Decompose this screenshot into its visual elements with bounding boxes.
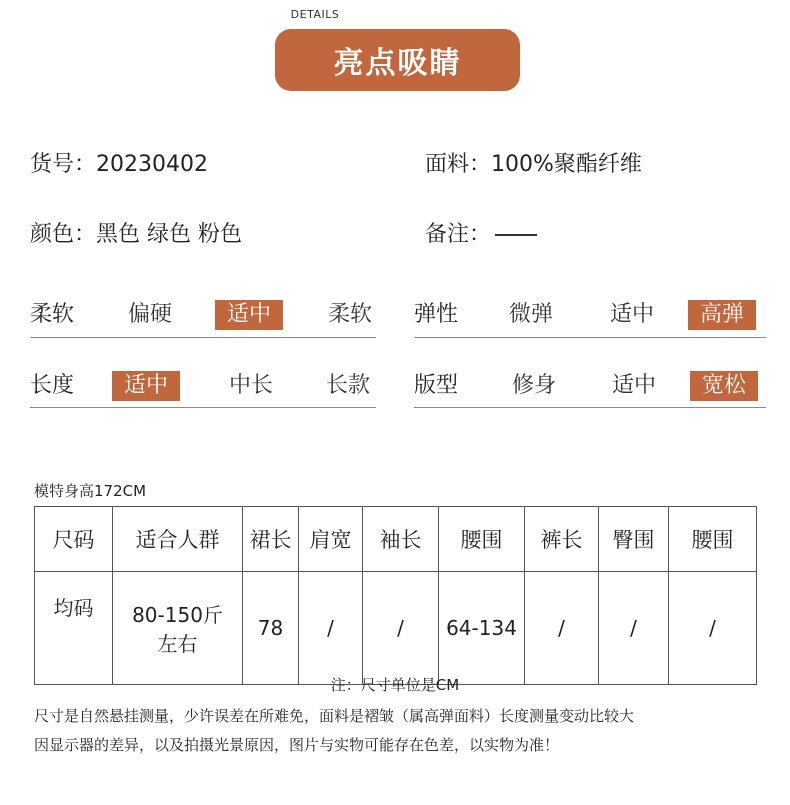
unit-note: 注：尺寸单位是CM bbox=[330, 676, 460, 694]
header-waist: 腰围 bbox=[439, 507, 525, 572]
measurement-note: 尺寸是自然悬挂测量，少许误差在所难免，面料是褶皱（属高弹面料）长度测量变动比较大 bbox=[34, 707, 635, 725]
cell-waist-2: / bbox=[669, 572, 757, 685]
header-size: 尺码 bbox=[35, 507, 113, 572]
remark bbox=[425, 217, 537, 248]
remark-label: 备注： bbox=[425, 222, 492, 247]
cell-skirt-length: 78 bbox=[243, 572, 299, 685]
cell-sleeve: / bbox=[363, 572, 439, 685]
size-table bbox=[34, 506, 757, 685]
cell-shoulder: / bbox=[299, 572, 363, 685]
remark-dash bbox=[495, 234, 537, 236]
cell-pants-length: / bbox=[525, 572, 599, 685]
table-header-row bbox=[35, 507, 757, 572]
header-pants-length: 裤长 bbox=[525, 507, 599, 572]
elasticity-divider bbox=[414, 337, 766, 338]
fit-option-regular: 适中 bbox=[612, 373, 657, 398]
cell-waist: 64-134 bbox=[439, 572, 525, 685]
section-title: 亮点吸睛 bbox=[333, 46, 462, 81]
fabric-composition: 面料：100%聚酯纤维 bbox=[425, 152, 642, 177]
fit-label: 版型 bbox=[414, 373, 459, 398]
color-difference-note: 因显示器的差异，以及拍摄光景原因，图片与实物可能存在色差，以实物为准！ bbox=[34, 736, 560, 754]
cell-fit-range-line1: 80-150斤 bbox=[132, 603, 223, 627]
fit-option-loose-selected: 宽松 bbox=[690, 371, 758, 401]
cell-size: 均码 bbox=[35, 572, 113, 685]
fit-option-slim: 修身 bbox=[512, 373, 557, 398]
softness-option-medium-selected: 适中 bbox=[215, 300, 283, 330]
header-waist-2: 腰围 bbox=[669, 507, 757, 572]
table-row bbox=[35, 572, 757, 685]
cell-fit-range-line2: 左右 bbox=[157, 632, 198, 656]
item-number: 货号：20230402 bbox=[30, 152, 208, 177]
length-option-medium-selected: 适中 bbox=[112, 371, 180, 401]
details-eyebrow: DETAILS bbox=[290, 8, 340, 21]
cell-hip: / bbox=[599, 572, 669, 685]
elasticity-label: 弹性 bbox=[414, 302, 459, 327]
softness-divider bbox=[30, 337, 376, 338]
header-fit-range: 适合人群 bbox=[113, 507, 243, 572]
softness-option-hard: 偏硬 bbox=[128, 302, 173, 327]
header-skirt-length: 裙长 bbox=[243, 507, 299, 572]
cell-fit-range bbox=[113, 572, 243, 685]
elasticity-option-high-selected: 高弹 bbox=[688, 300, 756, 330]
section-title-badge bbox=[275, 29, 520, 91]
header-hip: 臀围 bbox=[599, 507, 669, 572]
elasticity-option-medium: 适中 bbox=[610, 302, 655, 327]
header-shoulder: 肩宽 bbox=[299, 507, 363, 572]
length-divider bbox=[30, 407, 376, 408]
length-label: 长度 bbox=[30, 373, 75, 398]
length-option-long: 长款 bbox=[326, 373, 371, 398]
softness-label: 柔软 bbox=[30, 302, 75, 327]
elasticity-option-slight: 微弹 bbox=[509, 302, 554, 327]
color-options: 颜色：黑色 绿色 粉色 bbox=[30, 222, 242, 247]
softness-option-soft: 柔软 bbox=[328, 302, 373, 327]
header-sleeve: 袖长 bbox=[363, 507, 439, 572]
fit-divider bbox=[414, 407, 766, 408]
length-option-midi: 中长 bbox=[229, 373, 274, 398]
model-height-note: 模特身高172CM bbox=[34, 482, 147, 500]
